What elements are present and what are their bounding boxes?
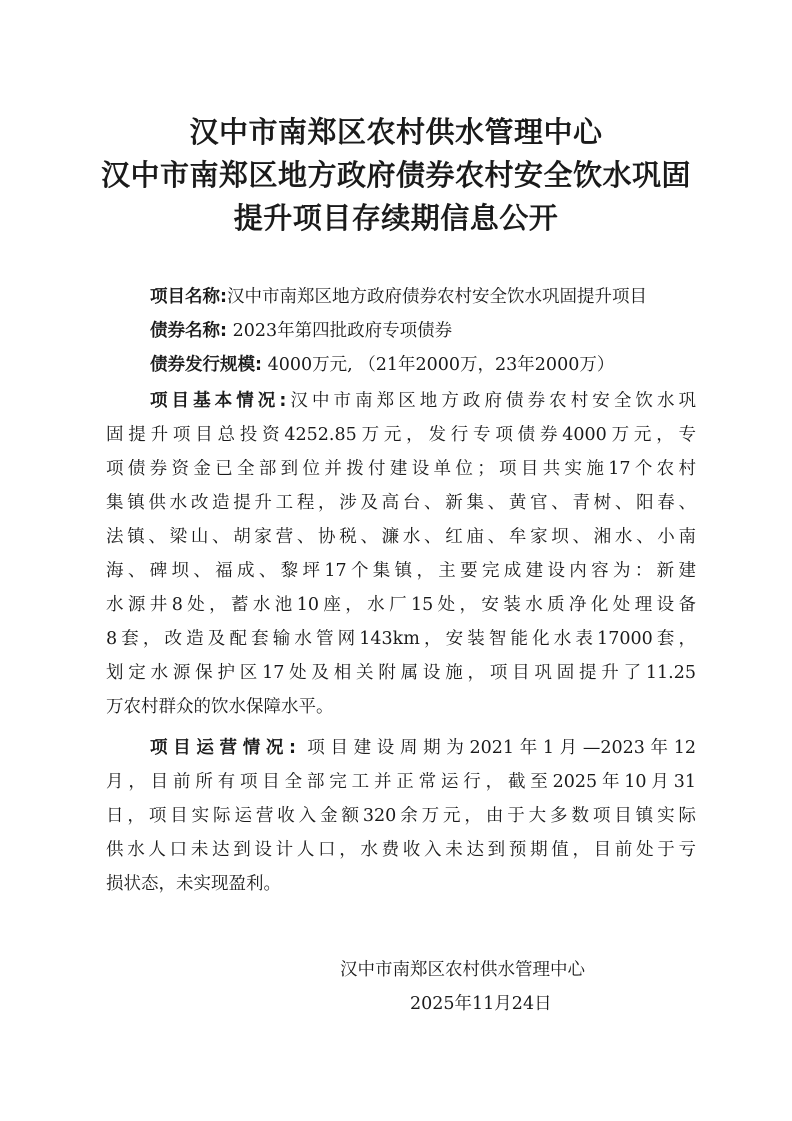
operation-label: 项目运营情况:: [150, 738, 297, 758]
basic-label: 项目基本情况:: [150, 391, 287, 411]
operation-line: 项目建设周期为2021年1月—2023年12: [296, 738, 697, 758]
operation-line: 月，目前所有项目全部完工并正常运行，截至2025年10月31: [106, 772, 696, 792]
title-line-1: 汉中市南郑区农村供水管理中心: [189, 115, 603, 149]
basic-line: 固提升项目总投资4252.85万元，发行专项债券4000万元，专: [106, 425, 696, 445]
basic-line: 法镇、梁山、胡家营、协税、濂水、红庙、牟家坝、湘水、小南: [106, 527, 696, 547]
bond-scale-label: 债券发行规模:: [150, 355, 262, 375]
project-name-row: [150, 283, 647, 311]
operation-line: 供水人口未达到设计人口，水费收入未达到预期值，目前处于亏: [106, 840, 696, 860]
basic-line: 水源井8处，蓄水池10座，水厂15处，安装水质净化处理设备: [106, 595, 696, 615]
basic-line: 8套，改造及配套输水管网143km，安装智能化水表17000套，: [106, 629, 696, 649]
basic-line: 集镇供水改造提升工程，涉及高台、新集、黄官、青树、阳春、: [106, 493, 696, 513]
bond-scale-value: 4000万元, （21年2000万，23年2000万）: [262, 355, 615, 375]
bond-name-value: 2023年第四批政府专项债券: [227, 321, 453, 341]
basic-line: 项债券资金已全部到位并拨付建设单位；项目共实施17个农村: [106, 459, 696, 479]
basic-line: 万农村群众的饮水保障水平。: [106, 697, 334, 717]
basic-line: 海、碑坝、福成、黎坪17个集镇，主要完成建设内容为：新建: [106, 561, 696, 581]
title-line-2: 汉中市南郑区地方政府债券农村安全饮水巩固: [100, 158, 691, 192]
operation-line: 日，项目实际运营收入金额320余万元，由于大多数项目镇实际: [106, 806, 696, 826]
operation-line: 损状态，未实现盈利。: [106, 874, 281, 894]
project-name-value: 汉中市南郑区地方政府债券农村安全饮水巩固提升项目: [227, 287, 647, 307]
bond-scale-row: [150, 351, 614, 379]
basic-line: 划定水源保护区17处及相关附属设施，项目巩固提升了11.25: [106, 663, 696, 683]
basic-row-0: [150, 387, 696, 415]
bond-name-label: 债券名称:: [150, 321, 227, 341]
signature-org: 汉中市南郑区农村供水管理中心: [340, 960, 585, 980]
bond-name-row: [150, 317, 452, 345]
operation-row-0: [150, 734, 696, 762]
project-name-label: 项目名称:: [150, 287, 227, 307]
title-line-3: 提升项目存续期信息公开: [233, 201, 559, 235]
signature-date: 2025年11月24日: [410, 994, 552, 1014]
basic-line: 汉中市南郑区地方政府债券农村安全饮水巩: [286, 391, 696, 411]
